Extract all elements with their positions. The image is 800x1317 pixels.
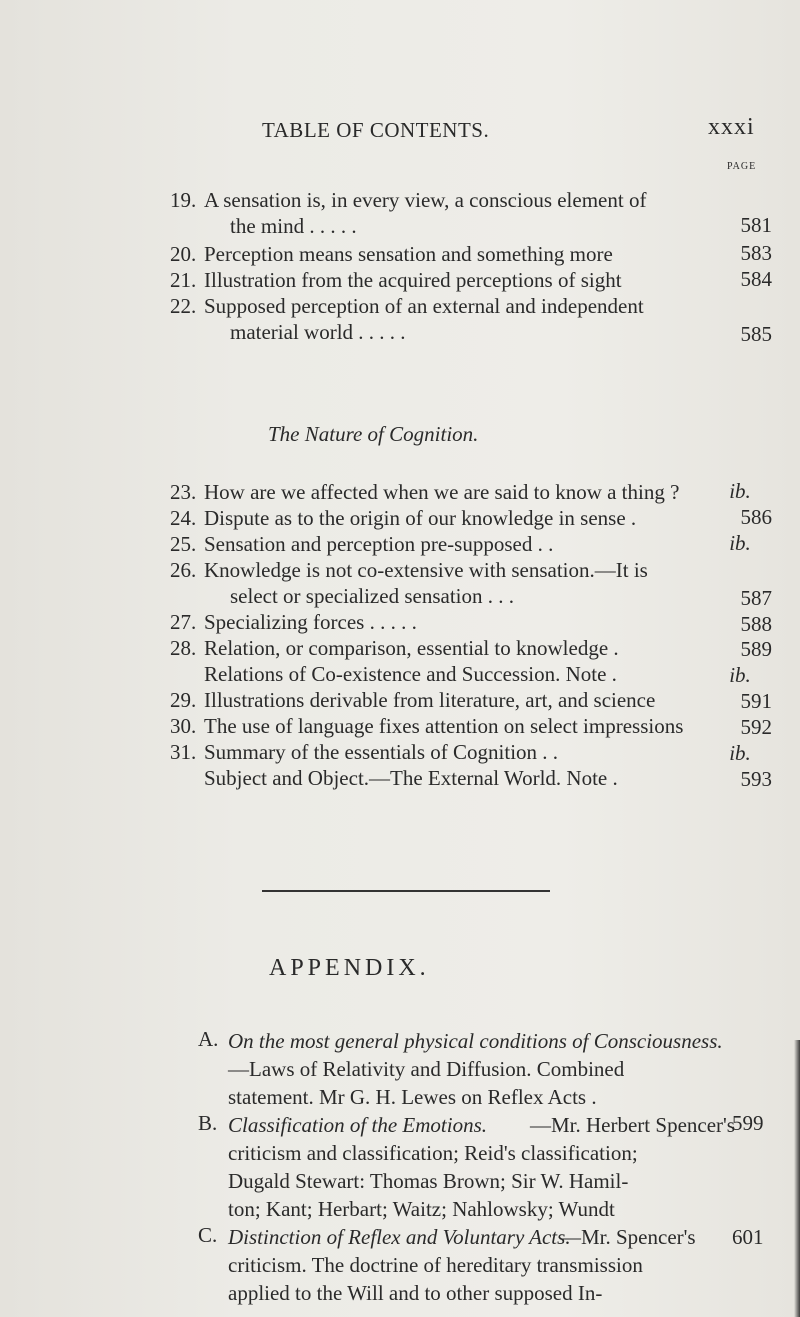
- entry-page: 585: [740, 322, 772, 346]
- page-column-label: PAGE: [727, 161, 757, 172]
- entry-page: 584: [740, 267, 772, 291]
- appendix-item-text: criticism. The doctrine of hereditary transmission: [228, 1253, 643, 1277]
- entry-text: Illustration from the acquired perceptions of sight: [204, 268, 622, 292]
- entry-page: ib.: [729, 479, 751, 503]
- entry-text: A sensation is, in every view, a conscious element of: [204, 188, 647, 212]
- page-edge-shadow: [794, 1040, 800, 1317]
- entry-text: Perception means sensation and something more: [204, 242, 613, 266]
- entry-page: 591: [740, 689, 772, 713]
- entry-number: 29.: [170, 688, 197, 712]
- appendix-item-title: On the most general physical conditions of Consciousness.: [228, 1029, 723, 1053]
- entry-text: Knowledge is not co-extensive with sensation.—It is: [204, 558, 648, 582]
- entry-text: Summary of the essentials of Cognition . .: [204, 740, 559, 764]
- entry-number: 20.: [170, 242, 197, 266]
- appendix-title: APPENDIX.: [269, 955, 430, 981]
- entry-text: The use of language fixes attention on select impressions: [204, 714, 684, 738]
- entry-text: Sensation and perception pre-supposed . .: [204, 532, 554, 556]
- appendix-item-title: Classification of the Emotions.: [228, 1113, 488, 1137]
- entry-page: 593: [740, 767, 772, 791]
- entry-number: 30.: [170, 714, 197, 738]
- appendix-item-page: 599: [732, 1111, 764, 1135]
- page-number: xxxi: [708, 114, 755, 140]
- appendix-item-text: ton; Kant; Herbart; Waitz; Nahlowsky; Wundt: [228, 1197, 615, 1221]
- appendix-letter: A.: [198, 1027, 219, 1051]
- entry-number: 22.: [170, 294, 197, 318]
- entry-page: 586: [740, 505, 772, 529]
- entry-text: How are we affected when we are said to know a thing ?: [204, 480, 680, 504]
- entry-page: ib.: [729, 663, 751, 687]
- entry-number: 27.: [170, 610, 197, 634]
- entry-text: Dispute as to the origin of our knowledge in sense .: [204, 506, 637, 530]
- entry-text: the mind . . . . .: [230, 214, 357, 238]
- running-header-title: TABLE OF CONTENTS.: [262, 118, 490, 142]
- entry-number: 26.: [170, 558, 197, 582]
- entry-number: 28.: [170, 636, 197, 660]
- appendix-item-text: —Mr. Spencer's: [560, 1225, 696, 1249]
- appendix-letter: C.: [198, 1223, 218, 1247]
- entry-text: Illustrations derivable from literature, art, and science: [204, 688, 656, 712]
- entry-number: 31.: [170, 740, 197, 764]
- entry-text: Supposed perception of an external and independent: [204, 294, 644, 318]
- entry-text: Relations of Co-existence and Succession. Note .: [204, 662, 617, 686]
- entry-number: 23.: [170, 480, 197, 504]
- appendix-item-page: 601: [732, 1225, 764, 1249]
- entry-text: Relation, or comparison, essential to knowledge .: [204, 636, 619, 660]
- appendix-item-text: —Mr. Herbert Spencer's: [530, 1113, 735, 1137]
- entry-text: Subject and Object.—The External World. Note .: [204, 766, 618, 790]
- entry-page: ib.: [729, 741, 751, 765]
- entry-page: 588: [740, 612, 772, 636]
- appendix-item-title: Distinction of Reflex and Voluntary Acts.: [228, 1225, 571, 1249]
- appendix-item-text: —Laws of Relativity and Diffusion. Combined: [228, 1057, 625, 1081]
- entry-number: 24.: [170, 506, 197, 530]
- section-heading: The Nature of Cognition.: [268, 422, 479, 446]
- entry-page: 587: [740, 586, 772, 610]
- appendix-item-text: Dugald Stewart: Thomas Brown; Sir W. Hamil-: [228, 1169, 629, 1193]
- entry-page: 581: [740, 213, 772, 237]
- appendix-item-text: criticism and classification; Reid's classification;: [228, 1141, 638, 1165]
- entry-text: select or specialized sensation . . .: [230, 584, 514, 608]
- entry-page: 592: [740, 715, 772, 739]
- entry-number: 19.: [170, 188, 197, 212]
- entry-page: 583: [740, 241, 772, 265]
- entry-number: 25.: [170, 532, 197, 556]
- appendix-item-text: applied to the Will and to other supposed In-: [228, 1281, 603, 1305]
- appendix-item-text: statement. Mr G. H. Lewes on Reflex Acts .: [228, 1085, 597, 1109]
- appendix-letter: B.: [198, 1111, 218, 1135]
- entry-page: ib.: [729, 531, 751, 555]
- divider-rule: [262, 890, 550, 892]
- entry-text: material world . . . . .: [230, 320, 406, 344]
- entry-page: 589: [740, 637, 772, 661]
- entry-text: Specializing forces . . . . .: [204, 610, 417, 634]
- entry-number: 21.: [170, 268, 197, 292]
